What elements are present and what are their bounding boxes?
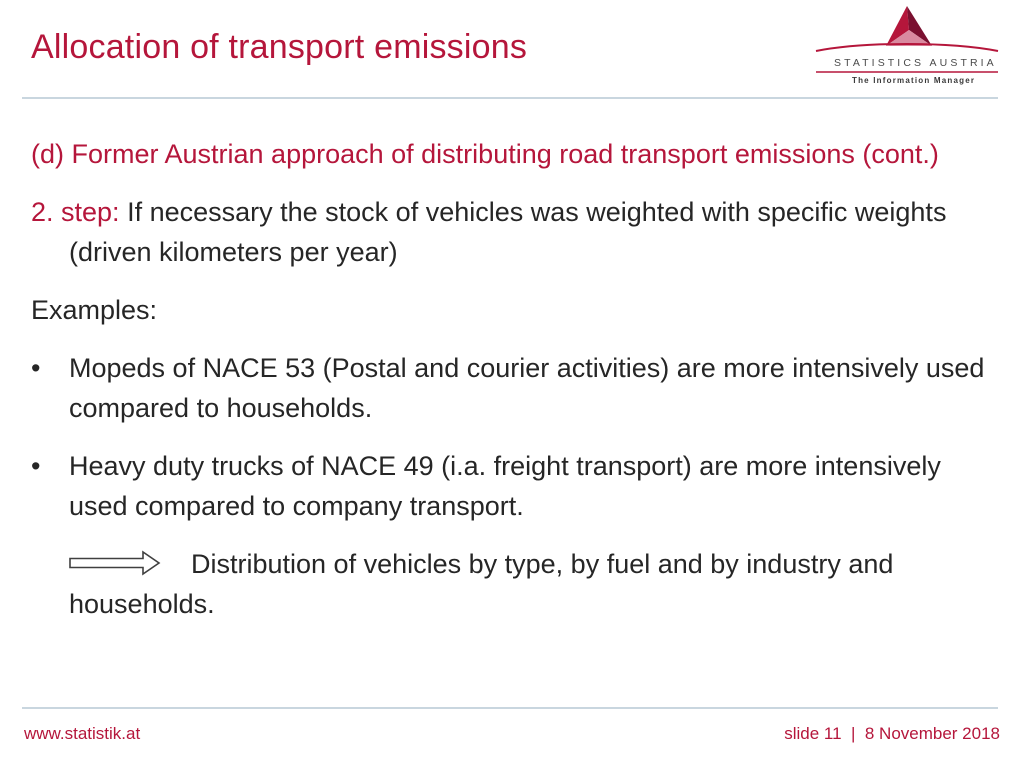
- footer-website-link[interactable]: www.statistik.at: [24, 724, 141, 743]
- footer-divider: [22, 707, 998, 709]
- header-divider: [22, 97, 998, 99]
- bullet-item: [31, 446, 991, 526]
- slide-body: [31, 134, 991, 624]
- slide-title: Allocation of transport emissions: [31, 28, 528, 66]
- step-paragraph: [31, 192, 991, 272]
- logo-name: STATISTICS AUSTRIA: [834, 57, 997, 69]
- logo-tagline: The Information Manager: [852, 76, 976, 85]
- examples-label: Examples:: [31, 295, 158, 325]
- bullet-text: Mopeds of NACE 53 (Postal and courier activities) are more intensively used compared to households.: [69, 353, 985, 423]
- right-arrow-icon: [69, 547, 161, 573]
- statistics-austria-logo: [812, 4, 1002, 88]
- bullet-text: Heavy duty trucks of NACE 49 (i.a. freight transport) are more intensively used compared to company transport.: [69, 451, 941, 521]
- bullet-icon: •: [31, 451, 41, 481]
- section-heading: (d) Former Austrian approach of distributing road transport emissions (cont.): [31, 139, 939, 169]
- bullet-item: [31, 348, 991, 428]
- step-label: 2. step:: [31, 197, 120, 227]
- step-text: If necessary the stock of vehicles was weighted with specific weights (driven kilometers per year): [69, 197, 947, 267]
- conclusion-paragraph: [31, 544, 991, 624]
- footer-slide-info: slide 11 | 8 November 2018: [784, 724, 1000, 743]
- conclusion-text: Distribution of vehicles by type, by fuel and by industry and households.: [69, 549, 894, 619]
- bullet-icon: •: [31, 353, 41, 383]
